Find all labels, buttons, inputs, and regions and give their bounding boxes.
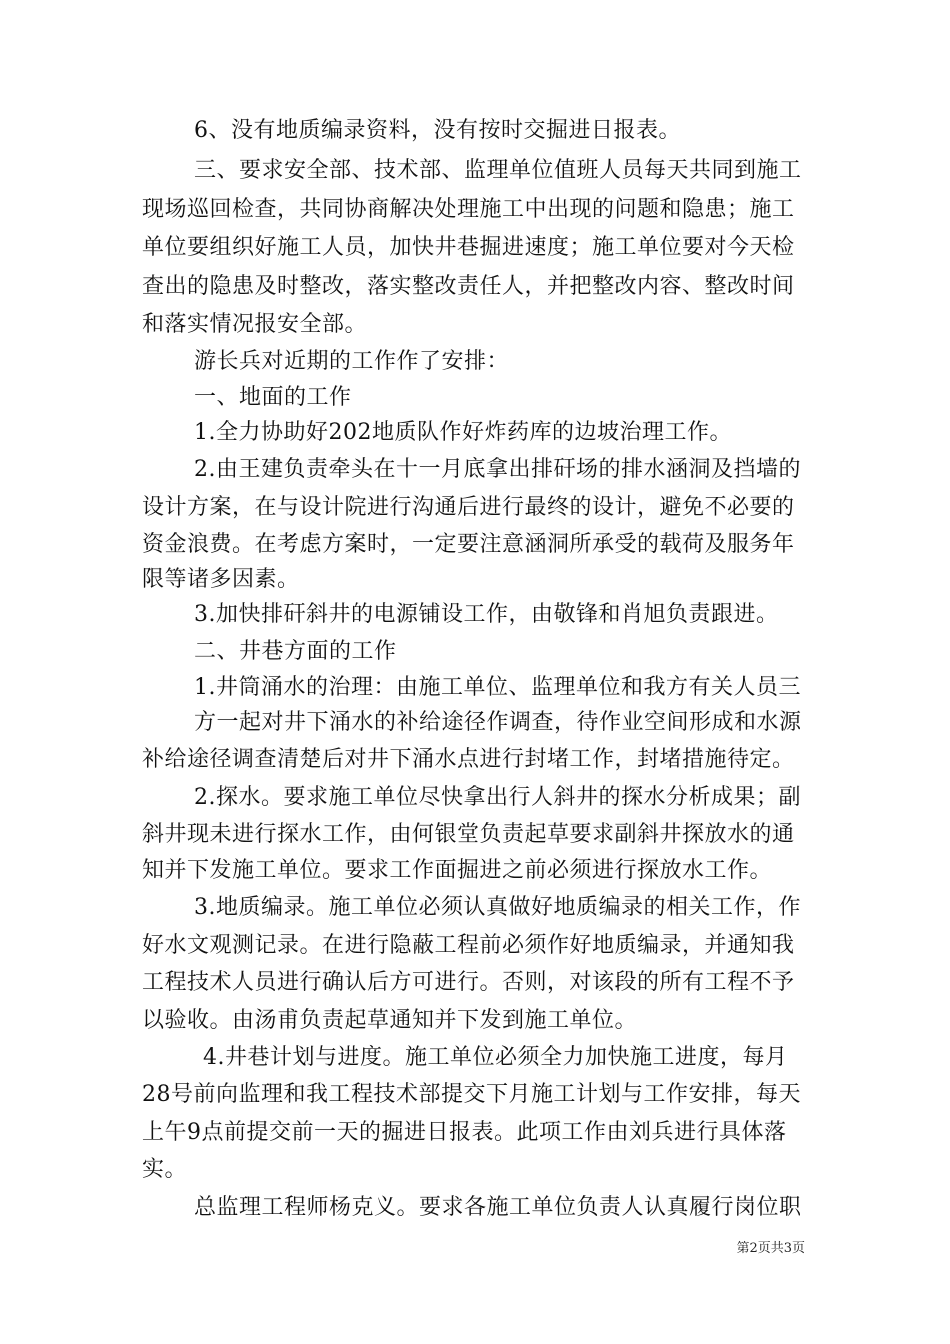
text-line: 实。 [142, 1157, 188, 1182]
text-line: 现场巡回检查，共同协商解决处理施工中出现的问题和隐患；施工 [142, 197, 795, 222]
text-line: 2.由王建负责牵头在十一月底拿出排矸场的排水涵洞及挡墙的 [194, 457, 801, 482]
text-line: 斜井现未进行探水工作，由何银堂负责起草要求副斜井探放水的通 [142, 822, 795, 847]
text-line: 知并下发施工单位。要求工作面掘进之前必须进行探放水工作。 [142, 858, 773, 883]
text-line: 方一起对井下涌水的补给途径作调查，待作业空间形成和水源 [194, 710, 802, 735]
text-line: 4.井巷计划与进度。施工单位必须全力加快施工进度，每月 [203, 1045, 788, 1070]
text-line: 限等诸多因素。 [142, 567, 300, 592]
text-line: 游长兵对近期的工作作了安排： [194, 349, 510, 374]
text-line: 28号前向监理和我工程技术部提交下月施工计划与工作安排，每天 [142, 1082, 801, 1107]
text-line: 总监理工程师杨克义。要求各施工单位负责人认真履行岗位职 [194, 1195, 802, 1220]
text-line: 资金浪费。在考虑方案时，一定要注意涵洞所承受的载荷及服务年 [142, 532, 795, 557]
text-line: 上午9点前提交前一天的掘进日报表。此项工作由刘兵进行具体落 [142, 1120, 787, 1145]
text-line: 查出的隐患及时整改，落实整改责任人，并把整改内容、整改时间 [142, 274, 795, 299]
text-line: 工程技术人员进行确认后方可进行。否则，对该段的所有工程不予 [142, 970, 795, 995]
text-line: 1.全力协助好202地质队作好炸药库的边坡治理工作。 [194, 420, 732, 445]
text-line: 6、没有地质编录资料，没有按时交掘进日报表。 [194, 118, 681, 143]
text-line: 3.地质编录。施工单位必须认真做好地质编录的相关工作，作 [194, 895, 801, 920]
text-line: 1.井筒涌水的治理：由施工单位、监理单位和我方有关人员三 [194, 675, 801, 700]
text-line: 以验收。由汤甫负责起草通知并下发到施工单位。 [142, 1008, 638, 1033]
text-line: 二、井巷方面的工作 [194, 639, 397, 664]
page-number: 第2页共3页 [736, 1241, 805, 1256]
text-line: 一、地面的工作 [194, 385, 352, 410]
text-line: 和落实情况报安全部。 [142, 312, 368, 337]
text-line: 三、要求安全部、技术部、监理单位值班人员每天共同到施工 [194, 158, 802, 183]
text-line: 单位要组织好施工人员，加快井巷掘进速度；施工单位要对今天检 [142, 235, 795, 260]
text-line: 好水文观测记录。在进行隐蔽工程前必须作好地质编录，并通知我 [142, 933, 795, 958]
text-line: 2.探水。要求施工单位尽快拿出行人斜井的探水分析成果；副 [194, 785, 801, 810]
text-line: 设计方案，在与设计院进行沟通后进行最终的设计，避免不必要的 [142, 495, 795, 520]
text-line: 3.加快排矸斜井的电源铺设工作，由敬锋和肖旭负责跟进。 [194, 602, 779, 627]
text-line: 补给途径调查清楚后对井下涌水点进行封堵工作，封堵措施待定。 [142, 747, 795, 772]
